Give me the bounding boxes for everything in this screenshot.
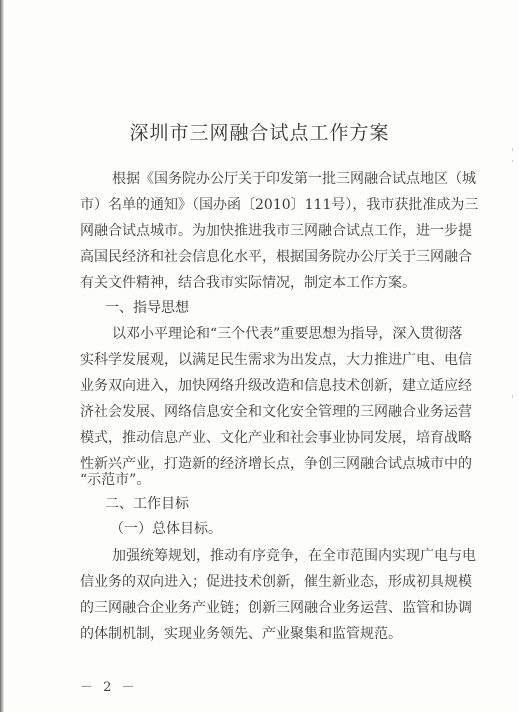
section2-line-3: 的三网融合企业务产业链；创新三网融合业务运营、监管和协调 bbox=[80, 600, 472, 616]
scan-mark bbox=[512, 160, 513, 162]
subsection-heading-overall-goals: （一）总体目标。 bbox=[110, 521, 222, 537]
section2-line-4: 的体制机制，实现业务领先、产业聚集和监管规范。 bbox=[80, 626, 402, 642]
section1-line-2: 实科学发展观，以满足民生需求为出发点，大力推进广电、电信 bbox=[80, 352, 472, 368]
intro-line-1: 根据《国务院办公厅关于印发第一批三网融合试点地区（城 bbox=[112, 171, 476, 187]
page-edge-shadow bbox=[0, 0, 4, 712]
intro-line-4: 高国民经济和社会信息化水平，根据国务院办公厅关于三网融合 bbox=[80, 249, 472, 265]
section1-line-1: 以邓小平理论和“三个代表”重要思想为指导，深入贯彻落 bbox=[112, 326, 463, 342]
section1-line-3: 业务双向进入，加快网络升级改造和信息技术创新，建立适应经 bbox=[80, 378, 472, 394]
section-heading-work-goals: 二、工作目标 bbox=[105, 496, 189, 512]
section2-line-2: 信业务的双向进入；促进技术创新，催生新业态，形成初具规模 bbox=[80, 574, 472, 590]
intro-line-3: 网融合试点城市。为加快推进我市三网融合试点工作，进一步提 bbox=[80, 223, 472, 239]
section-heading-guiding-ideology: 一、指导思想 bbox=[105, 300, 189, 316]
page-number: － 2 － bbox=[80, 680, 138, 695]
section1-line-4: 济社会发展、网络信息安全和文化安全管理的三网融合业务运营 bbox=[80, 404, 472, 420]
scan-mark bbox=[512, 395, 513, 398]
intro-line-5: 有关文件精神，结合我市实际情况，制定本工作方案。 bbox=[80, 275, 416, 291]
section1-line-6: 性新兴产业，打造新的经济增长点，争创三网融合试点城市中的 bbox=[80, 456, 472, 472]
document-title: 深圳市三网融合试点工作方案 bbox=[129, 122, 390, 144]
intro-line-2: 市）名单的通知》（国办函〔2010〕111号），我市获批准成为三 bbox=[80, 197, 479, 213]
section1-line-7: “示范市”。 bbox=[80, 472, 151, 488]
scan-mark bbox=[512, 148, 513, 151]
section2-line-1: 加强统筹规划，推动有序竞争，在全市范围内实现广电与电 bbox=[112, 548, 476, 564]
section1-line-5: 模式，推动信息产业、文化产业和社会事业协同发展，培育战略 bbox=[80, 430, 472, 446]
